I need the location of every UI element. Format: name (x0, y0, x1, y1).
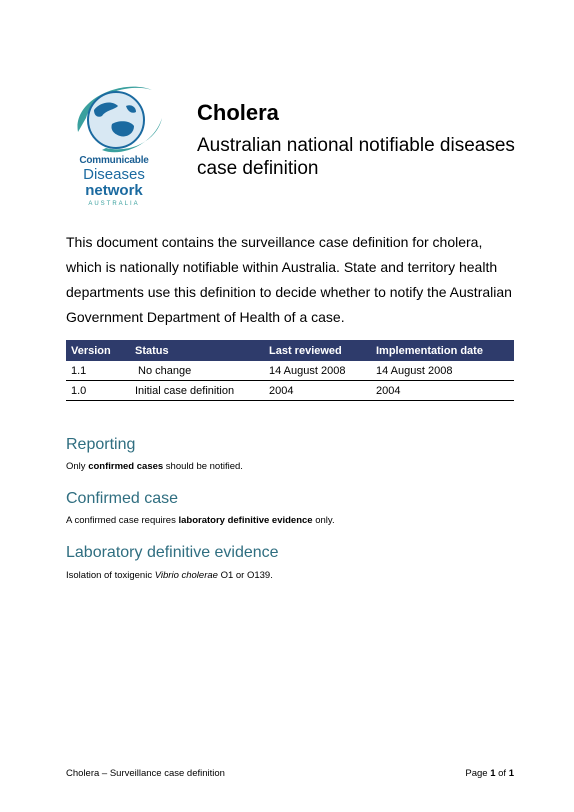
footer-page-total: 1 (508, 768, 514, 779)
column-header-status: Status (130, 340, 264, 361)
cdna-logo (72, 80, 164, 212)
footer-page-current: 1 (490, 768, 496, 779)
confirmed-case-text (66, 515, 335, 526)
table-row (66, 381, 514, 401)
reporting-text (66, 461, 243, 472)
page-subtitle: Australian national notifiable diseases case definition (197, 135, 515, 179)
confirmed-case-heading: Confirmed case (66, 490, 179, 507)
confirmed-case-text-post: only. (312, 515, 335, 526)
globe-icon (72, 80, 164, 160)
version-table (66, 340, 514, 401)
lab-evidence-text (66, 570, 273, 581)
column-header-last-reviewed: Last reviewed (264, 340, 371, 361)
reporting-heading: Reporting (66, 436, 136, 453)
status-cell: No change (130, 361, 264, 381)
table-header-row (66, 340, 514, 361)
version-cell: 1.1 (66, 361, 130, 381)
logo-wordmark (72, 156, 156, 207)
implementation-date-cell: 14 August 2008 (371, 361, 514, 381)
last-reviewed-cell: 2004 (264, 381, 371, 401)
column-header-implementation-date: Implementation date (371, 340, 514, 361)
footer-page-pre: Page (465, 768, 491, 779)
lab-evidence-text-italic: Vibrio cholerae (154, 570, 218, 581)
reporting-text-pre: Only (66, 461, 89, 472)
confirmed-case-text-pre: A confirmed case requires (66, 515, 179, 526)
footer-page-mid: of (495, 768, 509, 779)
reporting-text-bold: confirmed cases (88, 461, 164, 472)
intro-paragraph: This document contains the surveillance case definition for cholera, which is nationally notifiable within Australia. State and territory health departments use this definition to decide whether to notify the Australian Government Department of Health of a case. (66, 234, 512, 325)
lab-evidence-text-post: O1 or O139. (217, 570, 273, 581)
lab-evidence-heading: Laboratory definitive evidence (66, 544, 279, 561)
footer-page-number (465, 768, 514, 779)
version-cell: 1.0 (66, 381, 130, 401)
confirmed-case-text-bold: laboratory definitive evidence (178, 515, 313, 526)
last-reviewed-cell: 14 August 2008 (264, 361, 371, 381)
status-cell: Initial case definition (130, 381, 264, 401)
reporting-text-post: should be notified. (163, 461, 243, 472)
logo-line-communicable: Communicable (79, 155, 149, 166)
logo-line-australia: AUSTRALIA (88, 201, 140, 207)
table-row (66, 361, 514, 381)
implementation-date-cell: 2004 (371, 381, 514, 401)
footer-document-title: Cholera – Surveillance case definition (66, 768, 225, 779)
column-header-version: Version (66, 340, 130, 361)
logo-line-network: network (85, 182, 143, 199)
lab-evidence-text-pre: Isolation of toxigenic (66, 570, 155, 581)
logo-line-diseases: Diseases (83, 166, 145, 183)
page-title: Cholera (197, 100, 279, 125)
